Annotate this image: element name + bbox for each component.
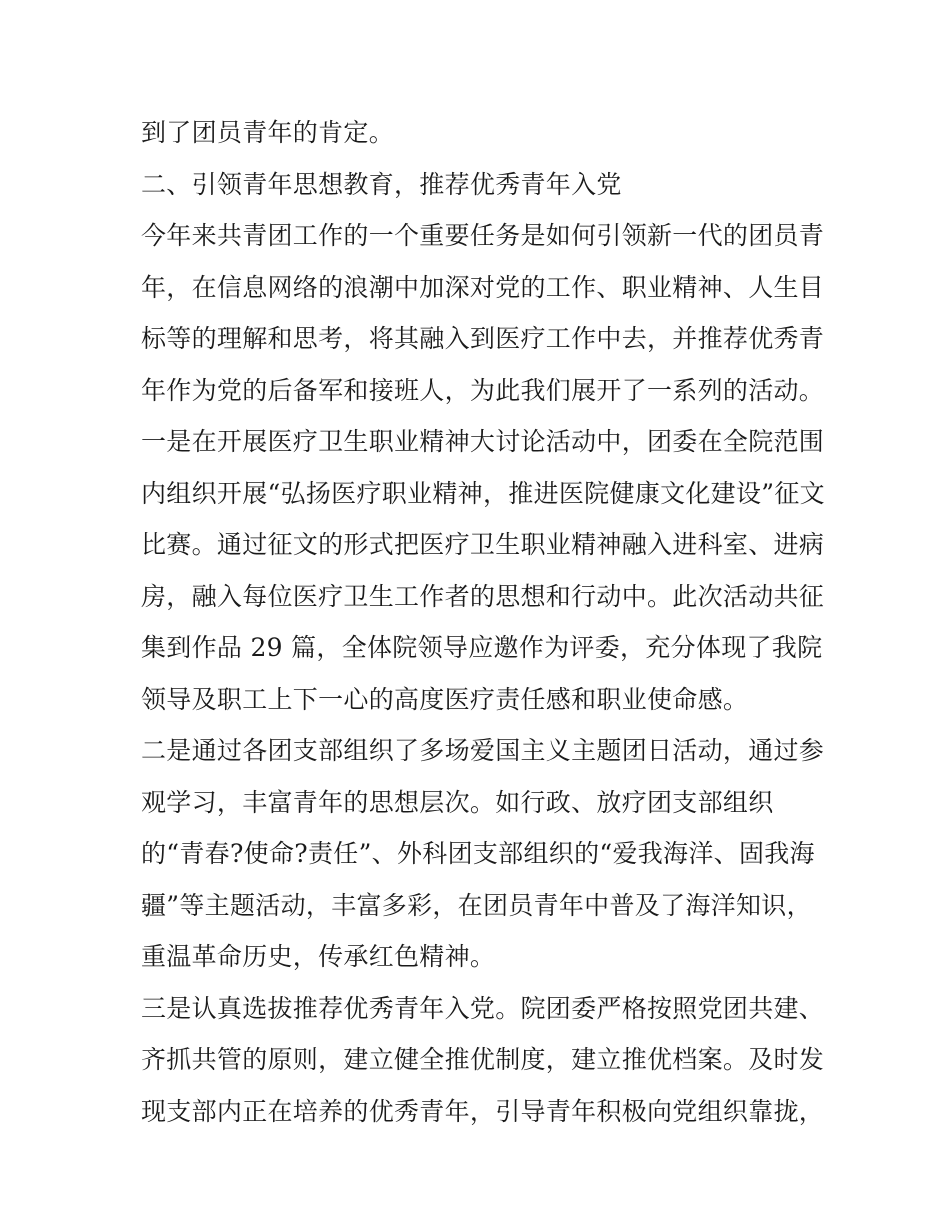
section-heading: 二、引领青年思想教育，推荐优秀青年入党 [141,169,622,199]
text-line: 比赛。通过征文的形式把医疗卫生职业精神融入进科室、进病 [141,530,825,559]
text-line: 齐抓共管的原则，建立健全推优制度，建立推优档案。及时发 [141,1045,825,1074]
text-line: 现支部内正在培养的优秀青年，引导青年积极向党组织靠拢， [141,1096,825,1126]
text-line: 集到作品 29 篇，全体院领导应邀作为评委，充分体现了我院 [141,633,823,662]
text-line: 年作为党的后备军和接班人，为此我们展开了一系列的活动。 [141,375,825,405]
text-line: 观学习，丰富青年的思想层次。如行政、放疗团支部组织 [141,787,774,817]
text-line: 三是认真选拔推荐优秀青年入党。院团委严格按照党团共建、 [141,993,825,1023]
text-line: 领导及职工上下一心的高度医疗责任感和职业使命感。 [141,684,749,714]
text-line: 疆”等主题活动，丰富多彩，在团员青年中普及了海洋知识， [141,890,812,920]
text-line: 今年来共青团工作的一个重要任务是如何引领新一代的团员青 [141,221,825,250]
text-line: 标等的理解和思考，将其融入到医疗工作中去，并推荐优秀青 [141,324,825,353]
text-line: 房，融入每位医疗卫生工作者的思想和行动中。此次活动共征 [141,581,825,611]
document-body [141,107,841,1137]
text-line: 内组织开展“弘扬医疗职业精神，推进医院健康文化建设”征文 [141,478,825,508]
text-line: 的“青春?使命?责任”、外科团支部组织的“爱我海洋、固我海 [141,839,815,868]
text-line: 年，在信息网络的浪潮中加深对党的工作、职业精神、人生目 [141,272,825,302]
text-line: 一是在开展医疗卫生职业精神大讨论活动中，团委在全院范围 [141,427,825,456]
text-line: 到了团员青年的肯定。 [141,118,395,147]
text-line: 重温革命历史，传承红色精神。 [141,942,496,971]
text-line: 二是通过各团支部组织了多场爱国主义主题团日活动，通过参 [141,736,825,765]
